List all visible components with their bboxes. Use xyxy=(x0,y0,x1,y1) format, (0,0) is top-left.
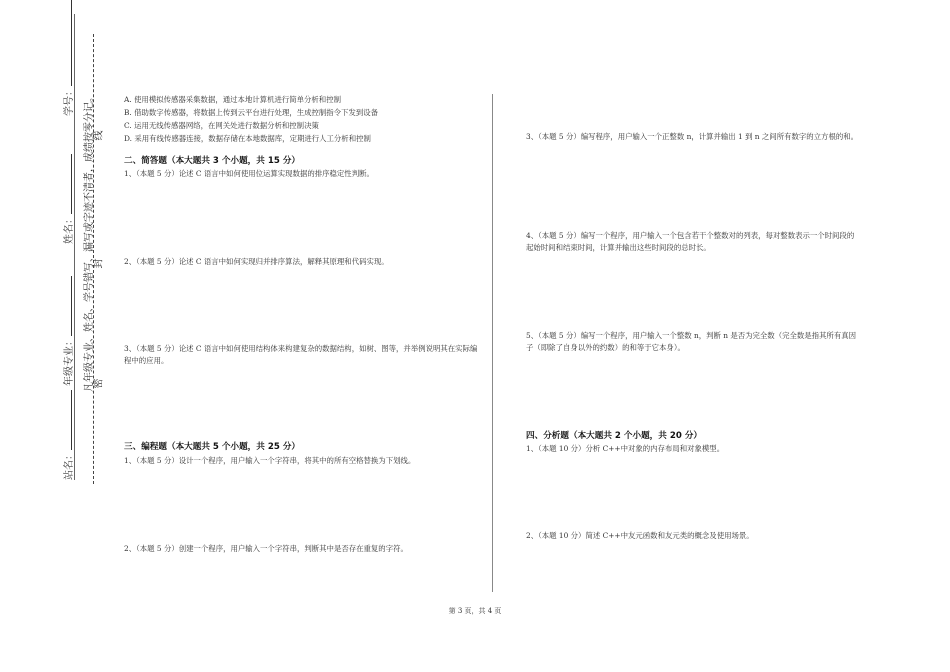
section-2-question-3: 3、（本题 5 分）论述 C 语言中如何使用结构体来构建复杂的数据结构，如树、图等，并举例说明其在实际编程中的应用。 xyxy=(124,344,478,365)
student-id-label: 学号： xyxy=(64,86,75,116)
binding-notice: 凡年级专业、姓名、学号错写、漏写或字迹不清者，成绩按零分记。 xyxy=(84,92,95,392)
option-d: D. 采用有线传感器连接，数据存储在本地数据库，定期进行人工分析和控制 xyxy=(124,134,371,143)
section-4-question-2: 2、（本题 10 分）简述 C++中友元函数和友元类的概念及使用场景。 xyxy=(526,531,754,540)
mark-seal: 封 xyxy=(93,258,105,269)
major-label: 年级专业： xyxy=(64,336,75,386)
mark-dense: 密 xyxy=(93,378,105,389)
major-field xyxy=(60,276,75,386)
option-c: C. 运用无线传感器网络，在网关处进行数据分析和控制决策 xyxy=(124,121,319,130)
name-underline xyxy=(62,154,72,214)
section-4-title: 四、分析题（本大题共 2 个小题，共 20 分） xyxy=(526,431,703,441)
section-2-title: 二、简答题（本大题共 3 个小题，共 15 分） xyxy=(124,156,301,166)
section-3-question-1: 1、（本题 5 分）设计一个程序，用户输入一个字符串，将其中的所有空格替换为下划线。 xyxy=(124,456,416,465)
mark-line: 线 xyxy=(93,130,105,141)
section-3-question-3: 3、（本题 5 分）编写程序，用户输入一个正整数 n，计算并输出 1 到 n 之间所有数字的立方根的和。 xyxy=(526,132,859,141)
section-3-question-2: 2、（本题 5 分）创建一个程序，用户输入一个字符串，判断其中是否存在重复的字符。 xyxy=(124,544,408,553)
binding-margin xyxy=(0,0,110,672)
name-label: 姓名： xyxy=(64,214,75,244)
section-3-question-5: 5、（本题 5 分）编写一个程序，用户输入一个整数 n，判断 n 是否为完全数（完全数是指其所有真因子（即除了自身以外的约数）的和等于它本身）。 xyxy=(526,331,856,352)
section-2-question-1: 1、（本题 5 分）论述 C 语言中如何使用位运算实现数据的排序稳定性判断。 xyxy=(124,169,374,178)
option-a: A. 使用模拟传感器采集数据，通过本地计算机进行简单分析和控制 xyxy=(124,95,341,104)
exam-site-field xyxy=(60,390,75,480)
student-id-field xyxy=(60,0,75,116)
option-b: B. 借助数字传感器，将数据上传到云平台进行处理，生成控制指令下发到设备 xyxy=(124,108,379,117)
exam-site-label: 站名： xyxy=(64,450,75,480)
name-field xyxy=(60,154,75,244)
section-3-question-4: 4、（本题 5 分）编写一个程序，用户输入一个包含若干个整数对的列表，每对整数表示一个时间段的起始时间和结束时间，计算并输出这些时间段的总时长。 xyxy=(526,231,855,252)
major-underline xyxy=(62,276,72,336)
exam-site-underline xyxy=(62,390,72,450)
section-2-question-2: 2、（本题 5 分）论述 C 语言中如何实现归并排序算法，解释其原理和代码实现。 xyxy=(124,257,389,266)
section-3-title: 三、编程题（本大题共 5 个小题，共 25 分） xyxy=(124,442,301,452)
student-id-underline xyxy=(62,0,72,86)
page-footer: 第 3 页，共 4 页 xyxy=(448,607,502,615)
section-4-question-1: 1、（本题 10 分）分析 C++中对象的内存布局和对象模型。 xyxy=(526,444,725,453)
column-divider xyxy=(492,94,493,592)
